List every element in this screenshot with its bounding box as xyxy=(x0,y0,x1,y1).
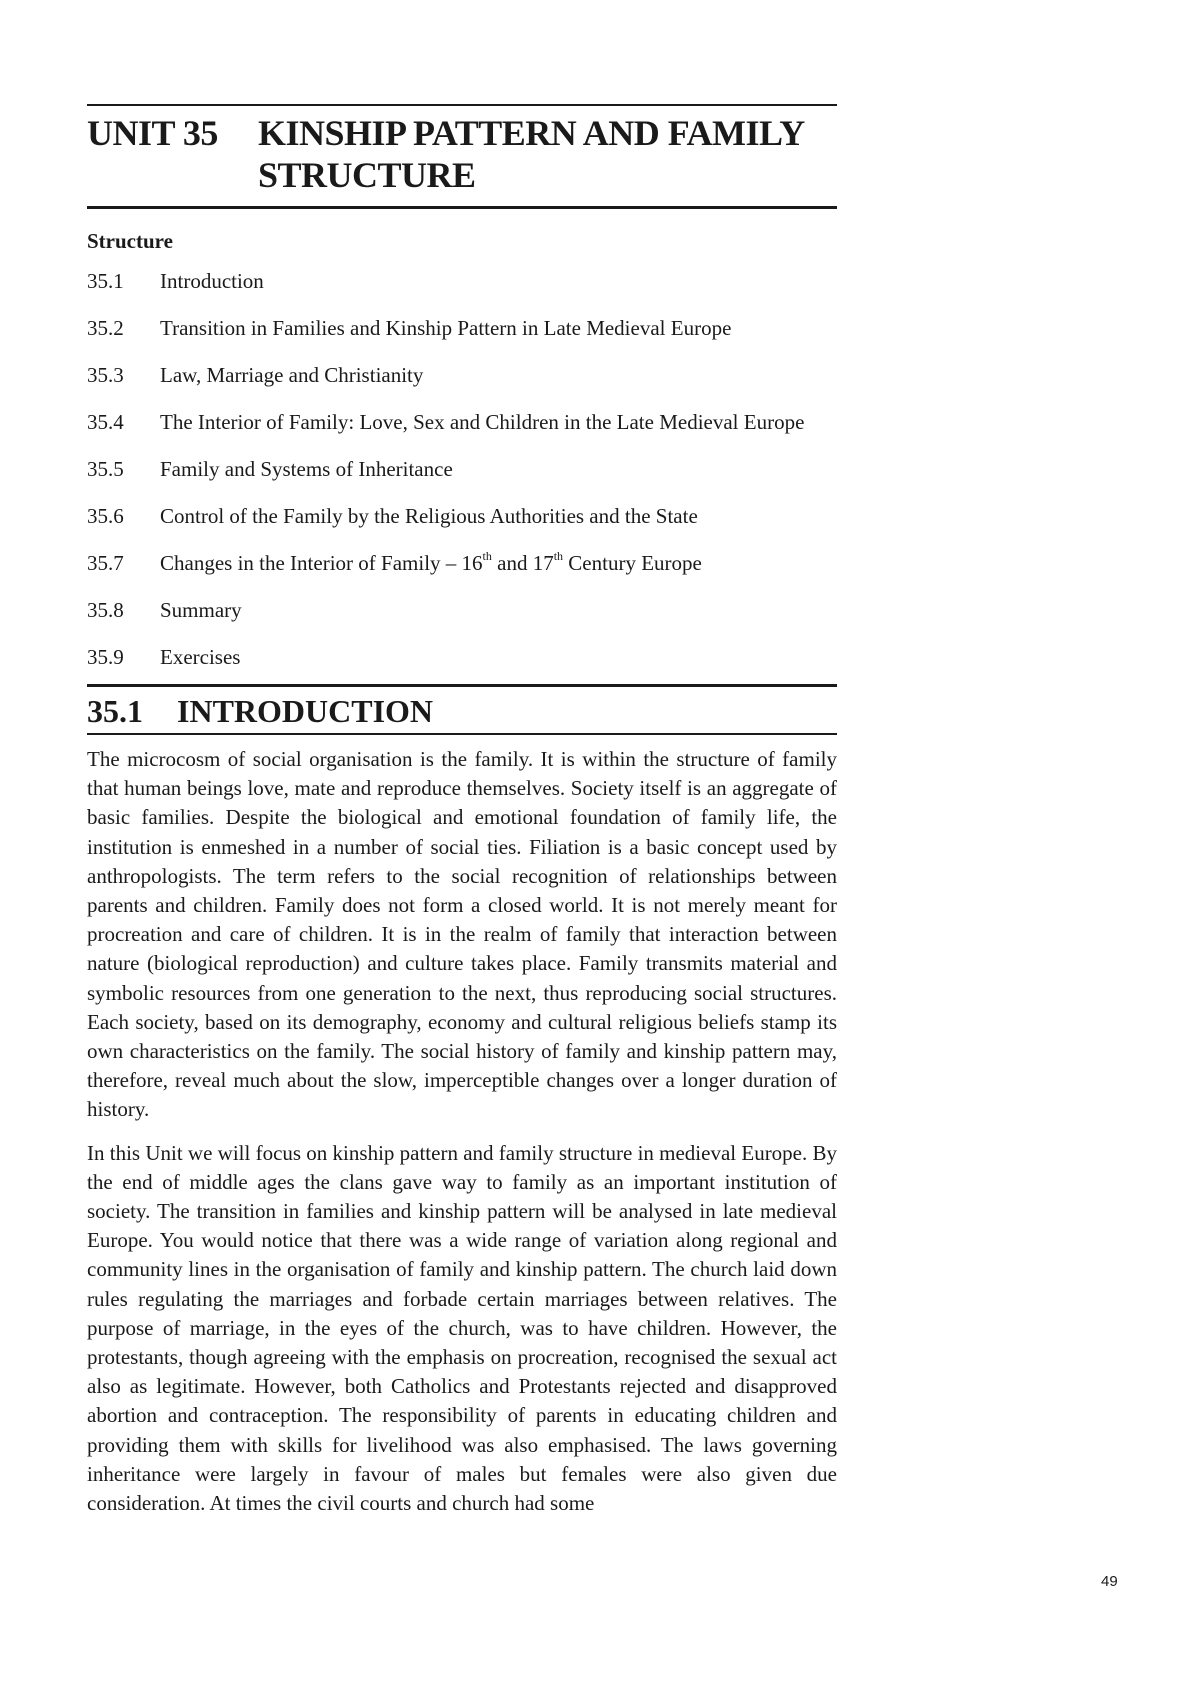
toc-item-number: 35.3 xyxy=(87,363,124,387)
toc-item-number: 35.1 xyxy=(87,269,124,293)
toc-item-text: Law, Marriage and Christianity xyxy=(160,363,424,387)
toc-item xyxy=(87,409,837,435)
toc-item xyxy=(87,362,837,388)
toc-item-text: Exercises xyxy=(160,645,241,669)
section-bottom-rule xyxy=(87,733,837,735)
toc-item xyxy=(87,315,837,341)
toc-item-number: 35.4 xyxy=(87,410,124,434)
unit-title-line-2: STRUCTURE xyxy=(258,155,476,195)
section-title: INTRODUCTION xyxy=(177,693,434,729)
toc-item-text xyxy=(160,550,837,576)
section-number: 35.1 xyxy=(87,693,143,729)
toc-item-text: Family and Systems of Inheritance xyxy=(160,457,453,481)
toc-item-text: Transition in Families and Kinship Pattern in Late Medieval Europe xyxy=(160,316,732,340)
toc-text-part: Changes in the Interior of Family – 16 xyxy=(160,551,483,575)
toc-item-text: The Interior of Family: Love, Sex and Children in the Late Medieval Europe xyxy=(160,410,805,434)
unit-title xyxy=(258,112,837,196)
toc-item xyxy=(87,503,837,529)
toc-item-number: 35.2 xyxy=(87,316,124,340)
unit-number: UNIT 35 xyxy=(87,113,218,153)
unit-heading xyxy=(87,106,837,206)
toc-item-number: 35.5 xyxy=(87,457,124,481)
toc-item-number: 35.7 xyxy=(87,551,124,575)
toc-item xyxy=(87,644,837,670)
toc-item xyxy=(87,550,837,576)
toc-text-part: and 17 xyxy=(491,551,554,575)
toc-item xyxy=(87,456,837,482)
page-content xyxy=(87,104,837,1518)
toc-item xyxy=(87,597,837,623)
toc-item-text: Summary xyxy=(160,598,242,622)
toc-item xyxy=(87,268,837,294)
unit-title-line-1: KINSHIP PATTERN AND FAMILY xyxy=(258,113,805,153)
superscript: th xyxy=(482,549,492,563)
toc-item-number: 35.9 xyxy=(87,645,124,669)
structure-label: Structure xyxy=(87,229,173,253)
paragraph: The microcosm of social organisation is the family. It is within the structure of family that human beings love, mate and reproduce themselves. Society itself is an aggregate of basic families. Despite the biological and emotional foundation of family life, the institution is enmeshed in a number of social ties. Filiation is a basic concept used by anthropologists. The term refers to the social recognition of relationships between parents and children. Family does not form a closed world. It is not merely meant for procreation and care of children. It is in the realm of family that interaction between nature (biological reproduction) and culture takes place. Family transmits material and symbolic resources from one generation to the next, thus reproducing social structures. Each society, based on its demography, economy and cultural religious beliefs stamp its own characteristics on the family. The social history of family and kinship pattern may, therefore, reveal much about the slow, imperceptible changes over a longer duration of history. xyxy=(87,747,837,1122)
toc-item-text: Control of the Family by the Religious Authorities and the State xyxy=(160,504,698,528)
page-number: 49 xyxy=(1101,1573,1118,1590)
heading-underline xyxy=(87,206,837,209)
toc-text-part: Century Europe xyxy=(563,551,702,575)
toc-item-text: Introduction xyxy=(160,269,264,293)
table-of-contents xyxy=(87,268,837,670)
paragraph: In this Unit we will focus on kinship pattern and family structure in medieval Europe. By the end of middle ages the clans gave way to family as an important institution of society. The transition in families and kinship pattern will be analysed in late medieval Europe. You would notice that there was a wide range of variation along regional and community lines in the organisation of family and kinship pattern. The church laid down rules regulating the marriages and forbade certain marriages between relatives. The purpose of marriage, in the eyes of the church, was to have children. However, the protestants, though agreeing with the emphasis on procreation, recognised the sexual act also as legitimate. However, both Catholics and Protestants rejected and disapproved abortion and contraception. The responsibility of parents in educating children and providing them with skills for livelihood was also emphasised. The laws governing inheritance were largely in favour of males but females were also given due consideration. At times the civil courts and church had some xyxy=(87,1140,838,1516)
toc-item-number: 35.6 xyxy=(87,504,124,528)
superscript: th xyxy=(553,549,564,563)
toc-item-number: 35.8 xyxy=(87,598,124,622)
section-heading xyxy=(87,687,837,733)
